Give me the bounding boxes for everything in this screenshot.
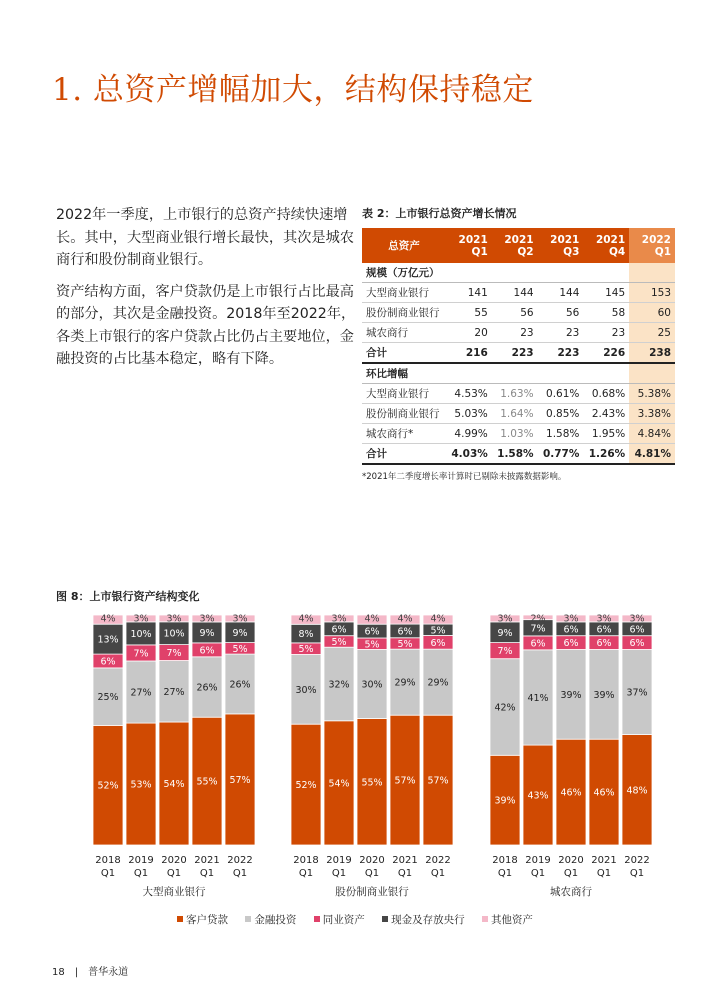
- data-label: 7%: [497, 646, 513, 658]
- legend-swatch: [177, 916, 183, 922]
- data-label: 6%: [563, 638, 579, 650]
- header-col: 2021 Q1: [446, 228, 492, 263]
- header-col: 2021 Q4: [583, 228, 629, 263]
- data-label: 10%: [163, 628, 185, 640]
- data-label: 57%: [229, 774, 251, 786]
- data-label: 27%: [163, 686, 185, 698]
- data-label: 52%: [97, 780, 119, 792]
- row-label: 股份制商业银行: [362, 404, 446, 424]
- data-label: 4%: [430, 613, 446, 625]
- data-label: 26%: [196, 682, 218, 694]
- legend-item: 同业资产: [314, 912, 365, 927]
- page-footer: [52, 963, 128, 978]
- data-label: 54%: [163, 779, 185, 791]
- table-row: 城农商行* 4.99% 1.03% 1.58% 1.95% 4.84%: [362, 424, 675, 444]
- data-label: 13%: [97, 634, 119, 646]
- x-tick-label: Q1: [530, 868, 546, 879]
- data-label: 4%: [298, 613, 314, 625]
- total-assets-table: [362, 228, 675, 465]
- body-text: [56, 204, 356, 380]
- data-label: 6%: [100, 656, 116, 668]
- figure-title: 图 8：上市银行资产结构变化: [56, 590, 200, 603]
- data-label: 6%: [199, 645, 215, 657]
- page-number: 18: [52, 967, 65, 978]
- section-row: [362, 263, 675, 283]
- x-tick-label: 2022: [425, 855, 451, 866]
- data-label: 10%: [130, 628, 152, 640]
- x-tick-label: 2019: [326, 855, 352, 866]
- x-tick-label: 2018: [293, 855, 319, 866]
- data-label: 9%: [232, 627, 248, 639]
- x-tick-label: 2020: [359, 855, 385, 866]
- data-label: 7%: [133, 648, 149, 660]
- data-label: 52%: [295, 780, 317, 792]
- data-label: 7%: [166, 648, 182, 660]
- legend-swatch: [314, 916, 320, 922]
- section-label: 环比增幅: [362, 363, 629, 384]
- group-label: 大型商业银行: [142, 886, 206, 898]
- row-label: 城农商行: [362, 323, 446, 343]
- data-label: 4%: [364, 613, 380, 625]
- data-label: 29%: [427, 677, 449, 689]
- legend-item: 现金及存放央行: [382, 912, 465, 927]
- data-label: 46%: [593, 787, 615, 799]
- data-label: 4%: [397, 613, 413, 625]
- data-label: 32%: [328, 679, 350, 691]
- data-label: 3%: [596, 613, 612, 625]
- data-label: 5%: [364, 639, 380, 651]
- data-label: 30%: [361, 679, 383, 691]
- x-tick-label: Q1: [364, 868, 380, 879]
- data-label: 42%: [494, 702, 516, 714]
- table-row: 大型商业银行 141 144 144 145 153: [362, 283, 675, 303]
- data-label: 43%: [527, 790, 549, 802]
- x-tick-label: 2021: [194, 855, 220, 866]
- data-label: 55%: [196, 776, 218, 788]
- table-header-row: [362, 228, 675, 263]
- data-label: 39%: [593, 689, 615, 701]
- paragraph-1: 2022年一季度，上市银行的总资产持续快速增长。其中，大型商业银行增长最快，其次是城农商行和股份制商业银行。: [56, 207, 354, 268]
- data-label: 6%: [364, 626, 380, 638]
- x-tick-label: 2019: [128, 855, 154, 866]
- x-tick-label: Q1: [563, 868, 579, 879]
- data-label: 27%: [130, 687, 152, 699]
- data-label: 5%: [331, 636, 347, 648]
- x-tick-label: 2021: [392, 855, 418, 866]
- data-label: 3%: [629, 613, 645, 625]
- x-tick-label: Q1: [232, 868, 248, 879]
- data-label: 3%: [563, 613, 579, 625]
- table-row: 股份制商业银行 55 56 56 58 60: [362, 303, 675, 323]
- chart-legend: [0, 912, 710, 927]
- data-label: 6%: [430, 637, 446, 649]
- section-label: 规模（万亿元）: [362, 263, 629, 283]
- data-label: 3%: [166, 613, 182, 625]
- row-label: 合计: [362, 444, 446, 465]
- data-label: 26%: [229, 679, 251, 691]
- data-label: 3%: [331, 613, 347, 625]
- data-label: 37%: [626, 687, 648, 699]
- data-label: 5%: [298, 644, 314, 656]
- data-label: 57%: [427, 775, 449, 787]
- x-tick-label: 2020: [558, 855, 584, 866]
- data-label: 55%: [361, 777, 383, 789]
- data-label: 4%: [100, 613, 116, 625]
- data-label: 29%: [394, 677, 416, 689]
- table-total-row: 合计 216 223 223 226 238: [362, 343, 675, 364]
- table-row: 城农商行 20 23 23 23 25: [362, 323, 675, 343]
- legend-swatch: [245, 916, 251, 922]
- data-label: 5%: [430, 625, 446, 637]
- x-tick-label: 2020: [161, 855, 187, 866]
- data-label: 6%: [596, 638, 612, 650]
- x-tick-label: Q1: [298, 868, 314, 879]
- footer-separator: |: [74, 967, 79, 978]
- x-tick-label: Q1: [331, 868, 347, 879]
- x-tick-label: Q1: [430, 868, 446, 879]
- x-tick-label: Q1: [100, 868, 116, 879]
- legend-swatch: [482, 916, 488, 922]
- data-label: 7%: [530, 623, 546, 635]
- brand-name: 普华永道: [88, 967, 129, 978]
- data-label: 6%: [596, 624, 612, 636]
- data-label: 5%: [232, 643, 248, 655]
- legend-item: 其他资产: [482, 912, 533, 927]
- x-tick-label: Q1: [596, 868, 612, 879]
- data-label: 3%: [232, 613, 248, 625]
- data-label: 54%: [328, 778, 350, 790]
- header-col: 2021 Q2: [492, 228, 538, 263]
- legend-swatch: [382, 916, 388, 922]
- data-label: 8%: [298, 629, 314, 641]
- x-tick-label: 2018: [95, 855, 121, 866]
- x-tick-label: Q1: [133, 868, 149, 879]
- section-row: [362, 363, 675, 384]
- data-label: 53%: [130, 779, 152, 791]
- data-label: 41%: [527, 692, 549, 704]
- data-label: 2%: [530, 613, 546, 625]
- legend-item: 客户贷款: [177, 912, 228, 927]
- data-label: 30%: [295, 684, 317, 696]
- data-label: 6%: [530, 638, 546, 650]
- x-tick-label: Q1: [629, 868, 645, 879]
- paragraph-2: 资产结构方面，客户贷款仍是上市银行占比最高的部分，其次是金融投资。2018年至2022年，各类上市银行的客户贷款占比仍占主要地位，金融投资的占比基本稳定，略有下降。: [56, 283, 356, 367]
- data-label: 57%: [394, 775, 416, 787]
- data-label: 48%: [626, 785, 648, 797]
- row-label: 合计: [362, 343, 446, 364]
- x-tick-label: Q1: [397, 868, 413, 879]
- data-label: 5%: [397, 638, 413, 650]
- group-label: 股份制商业银行: [335, 886, 409, 898]
- data-label: 3%: [199, 613, 215, 625]
- table-title: 表 2：上市银行总资产增长情况: [362, 207, 517, 220]
- x-tick-label: Q1: [497, 868, 513, 879]
- row-label: 城农商行*: [362, 424, 446, 444]
- data-label: 9%: [497, 627, 513, 639]
- x-tick-label: 2019: [525, 855, 551, 866]
- asset-structure-chart: [0, 605, 710, 905]
- x-tick-label: 2021: [591, 855, 617, 866]
- data-label: 25%: [97, 692, 119, 704]
- data-label: 3%: [497, 613, 513, 625]
- data-label: 9%: [199, 627, 215, 639]
- legend-item: 金融投资: [245, 912, 296, 927]
- table-footnote: *2021年二季度增长率计算时已剔除未披露数据影响。: [362, 472, 567, 482]
- data-label: 6%: [331, 624, 347, 636]
- group-label: 城农商行: [550, 886, 592, 898]
- data-label: 6%: [563, 624, 579, 636]
- header-col: 2021 Q3: [538, 228, 584, 263]
- table-total-row: 合计 4.03% 1.58% 0.77% 1.26% 4.81%: [362, 444, 675, 465]
- x-tick-label: Q1: [166, 868, 182, 879]
- data-label: 3%: [133, 613, 149, 625]
- row-label: 股份制商业银行: [362, 303, 446, 323]
- page-title: 1. 总资产增幅加大，结构保持稳定: [52, 72, 534, 108]
- table-row: 大型商业银行 4.53% 1.63% 0.61% 0.68% 5.38%: [362, 384, 675, 404]
- data-label: 6%: [397, 626, 413, 638]
- data-label: 39%: [494, 795, 516, 807]
- x-tick-label: 2018: [492, 855, 518, 866]
- header-col-highlight: 2022 Q1: [629, 228, 675, 263]
- table-row: 股份制商业银行 5.03% 1.64% 0.85% 2.43% 3.38%: [362, 404, 675, 424]
- row-label: 大型商业银行: [362, 384, 446, 404]
- row-label: 大型商业银行: [362, 283, 446, 303]
- header-first: 总资产: [362, 228, 446, 263]
- data-label: 46%: [560, 787, 582, 799]
- x-tick-label: 2022: [227, 855, 253, 866]
- x-tick-label: Q1: [199, 868, 215, 879]
- data-label: 6%: [629, 624, 645, 636]
- data-label: 39%: [560, 689, 582, 701]
- data-label: 6%: [629, 638, 645, 650]
- x-tick-label: 2022: [624, 855, 650, 866]
